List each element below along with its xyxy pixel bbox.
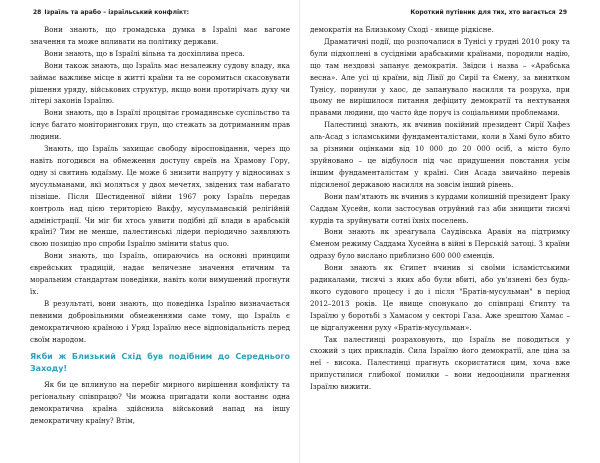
paragraph: Палестинці знають, як вчинив покійний президент Сирії Хафез аль-Асад з ісламськими фундаменталістами, коли в Хамі було вбито за різними оцінками від 10 000 до 20 000 осіб, а місто було зруйновано – це відбулося під час придушення повстання усім іншим фундаменталістам у країні. Син Асада звичайно перевів підсиленої державою насилля на зовсім інший рівень. [310, 120, 570, 189]
paragraph: Вони знають, що громадська думка в Ізраїлі має вагоме значення та може впливати на політику держави. [30, 25, 290, 46]
paragraph: Так палестинці розраховують, що Ізраїль не поводиться у схожий з цих прикладів. Сила Ізраїлю його демократії, але ціна за неї - висока. Палестинці прагнуть скористатися цим, хоча вже припустилися глибокої помилки – вони недооцінили прагнення Ізраїлю вижити. [310, 334, 570, 392]
right-running-header [310, 0, 570, 24]
paragraph: Вони знають, що Ізраїль, опираючись на основні принципи єврейських традицій, надає величезне значення етичним та моральним стандартам поведінки, навіть коли вимушений прогнути їх. [30, 251, 290, 296]
left-body-text [30, 24, 290, 427]
paragraph: Вони знають як зреагувала Саудівська Аравія на підтримку Єменом режиму Саддама Хусейна в війні в Перській затоці. З країни одразу було вислано приблизно 600 000 єменців. [310, 227, 570, 261]
paragraph: Вони також знають, що Ізраїль має незалежну судову владу, яка займає важливе місце в житті країни та не соромиться скасовувати рішення уряду, військових структур, якщо вони протирічать духу чи літері законів Ізраїлю. [30, 60, 290, 106]
left-page-number: 28 [33, 8, 42, 16]
paragraph: Вони знають, що в Ізраїлі вільна та досхіплива преса. [44, 48, 245, 58]
right-page [300, 0, 600, 463]
paragraph: Вони знають як Єгипет вчинив зі своїми ісламістськими радикалами, тисячі з яких або були вбиті, або ув'язнені без будь-якого судового процесу і до і після "Братів-мусульман" в період 2012–2013 років. Це явище спонукало до співпраці Єгипту та Ізраїлю у боротьбі з Хамасом у секторі Газа. Аже зрештою Хамас – це відгалуження руху «Братів-мусульман». [310, 263, 570, 332]
paragraph: Драматичні події, що розпочалися в Тунісі у грудні 2010 року та були підхоплені в сусідніми арабськими країнами, породили надію, що там нездовзі запанує демократія. Звідси і назва – «Арабська весна». Але усі ці країни, від Лівії до Сирії та Ємену, за винятком Тунісу, поринули у хаос, де запанувало насилля та розруха, при цьому не вирішилося питання дефіциту демократії та нехтування правами людини, що часто йде поруч із соціальними проблемами. [310, 36, 570, 118]
paragraph: Вони знають, що в Ізраїлі процвітає громадянське суспільство та існує багато моніторингових груп, що стежать за дотриманням прав людини. [30, 108, 290, 142]
paragraph: Вони пам'ятають як вчинив з курдами колишній президент Іраку Саддам Хусейн, коли застосував отруйний газ аби знищити тисячі курдів та зруйнувати сотні їхніх поселень. [310, 191, 570, 225]
right-running-title: Короткий путівник для тих, хто вагається [410, 8, 556, 16]
paragraph: В результаті, вони знають, що поведінка Ізраїлю визначається певними добровільними обмеженнями саме тому, що Ізраїль є демократичною країною і Уряд Ізраїлю несе відповідальність перед своїм народом. [30, 298, 290, 344]
left-running-title: Ізраїль та арабо – ізраїльський конфлікт: [44, 8, 189, 16]
right-body-text [310, 24, 570, 393]
paragraph: Як би це вплинуло на перебіг мирного вирішення конфлікту та регіональну співпрацю? Чи можна пригадати коли востаннє одна демократична країна здійснила військовий напад на іншу демократичну країну? Втім, [30, 380, 290, 426]
section-heading: Якби ж Близький Схід був подібним до Середнього Заходу! [30, 352, 290, 374]
right-page-number: 29 [558, 8, 567, 16]
paragraph: Знають, що Ізраїль захищає свободу віросповідання, через що навіть погодився на обмеження доступу євреїв на Храмову Гору, одну зі святинь юдаїзму. Це може 6 знизити напругу у відносинах з мусульманами, які моляться у двох мечетях, звідених там набагато пізніше. Після Шестиденної війни 1967 року Ізраїль передав контроль над цією територією Вакфу, мусульманській релігійній адміністрації. Чи міг би хтось уявити подібні дії влади в арабській країні? Тим не менше, палестинські лідери періодично заявляють свою позицію про спроби Ізраїлю змінити status quo. [30, 144, 290, 249]
left-running-header [30, 0, 290, 24]
paragraph: демократія на Близькому Сході - явище рідкісне. [310, 25, 494, 34]
